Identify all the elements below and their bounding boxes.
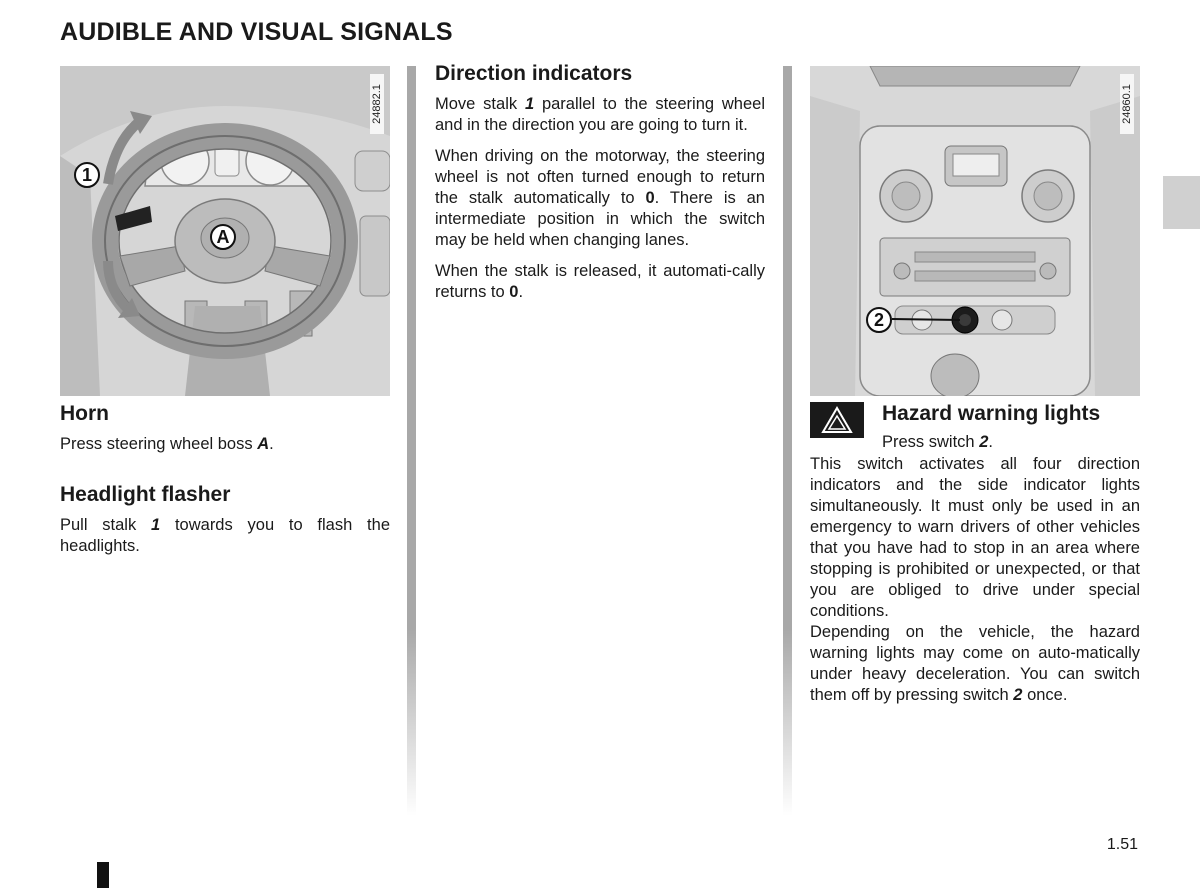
callout-switch-2: 2 — [866, 307, 892, 333]
page-title: AUDIBLE AND VISUAL SIGNALS — [60, 18, 453, 46]
horn-text: Press steering wheel boss A. — [60, 435, 274, 453]
direction-paragraph-1: Move stalk 1 parallel to the steering wheel and in the direction you are going to turn it. — [435, 95, 765, 134]
middle-column — [435, 62, 765, 303]
hazard-triangle-icon — [810, 402, 864, 438]
horn-heading: Horn — [60, 402, 109, 425]
headlight-flasher-text: Pull stalk 1 towards you to flash the headlights. — [60, 516, 390, 555]
hazard-header — [810, 402, 1140, 454]
dashboard-figure — [810, 66, 1140, 396]
callout-boss-a: A — [210, 224, 236, 250]
column-divider-left — [407, 66, 416, 816]
figure-reference-number: 24882.1 — [370, 74, 384, 134]
steering-wheel-figure — [60, 66, 390, 396]
hazard-warning-heading: Hazard warning lights — [882, 402, 1101, 425]
headlight-flasher-heading: Headlight flasher — [60, 483, 231, 506]
hazard-paragraph-1: This switch activates all four direction indicators and the side indicator lights simultaneously. It must only be used in an emergency to warn drivers of other vehicles that you have had to stop in an area where stopping is prohibited or unexpected, or that you are obliged to drive under special conditions. — [810, 455, 1140, 620]
left-column — [60, 66, 390, 557]
right-column — [810, 66, 1140, 706]
hazard-paragraph-2: Depending on the vehicle, the hazard warning lights may come on auto-matically under heavy deceleration. You can switch them off by pressing switch 2 once. — [810, 623, 1140, 704]
page-edge-marker — [97, 862, 109, 888]
figure-reference-number: 24860.1 — [1120, 74, 1134, 134]
dashboard-illustration — [810, 66, 1140, 396]
callout-stalk-1: 1 — [74, 162, 100, 188]
direction-indicators-heading: Direction indicators — [435, 62, 633, 85]
page-number: 1.51 — [1106, 836, 1138, 853]
section-tab — [1163, 176, 1200, 229]
direction-paragraph-2: When driving on the motorway, the steering wheel is not often turned enough to return the stalk automatically to 0. There is an intermediate position in which the switch may be held when changing lanes. — [435, 147, 765, 249]
hazard-press-text: Press switch 2. — [882, 433, 993, 451]
direction-paragraph-3: When the stalk is released, it automati-cally returns to 0. — [435, 262, 765, 301]
column-divider-right — [783, 66, 792, 816]
